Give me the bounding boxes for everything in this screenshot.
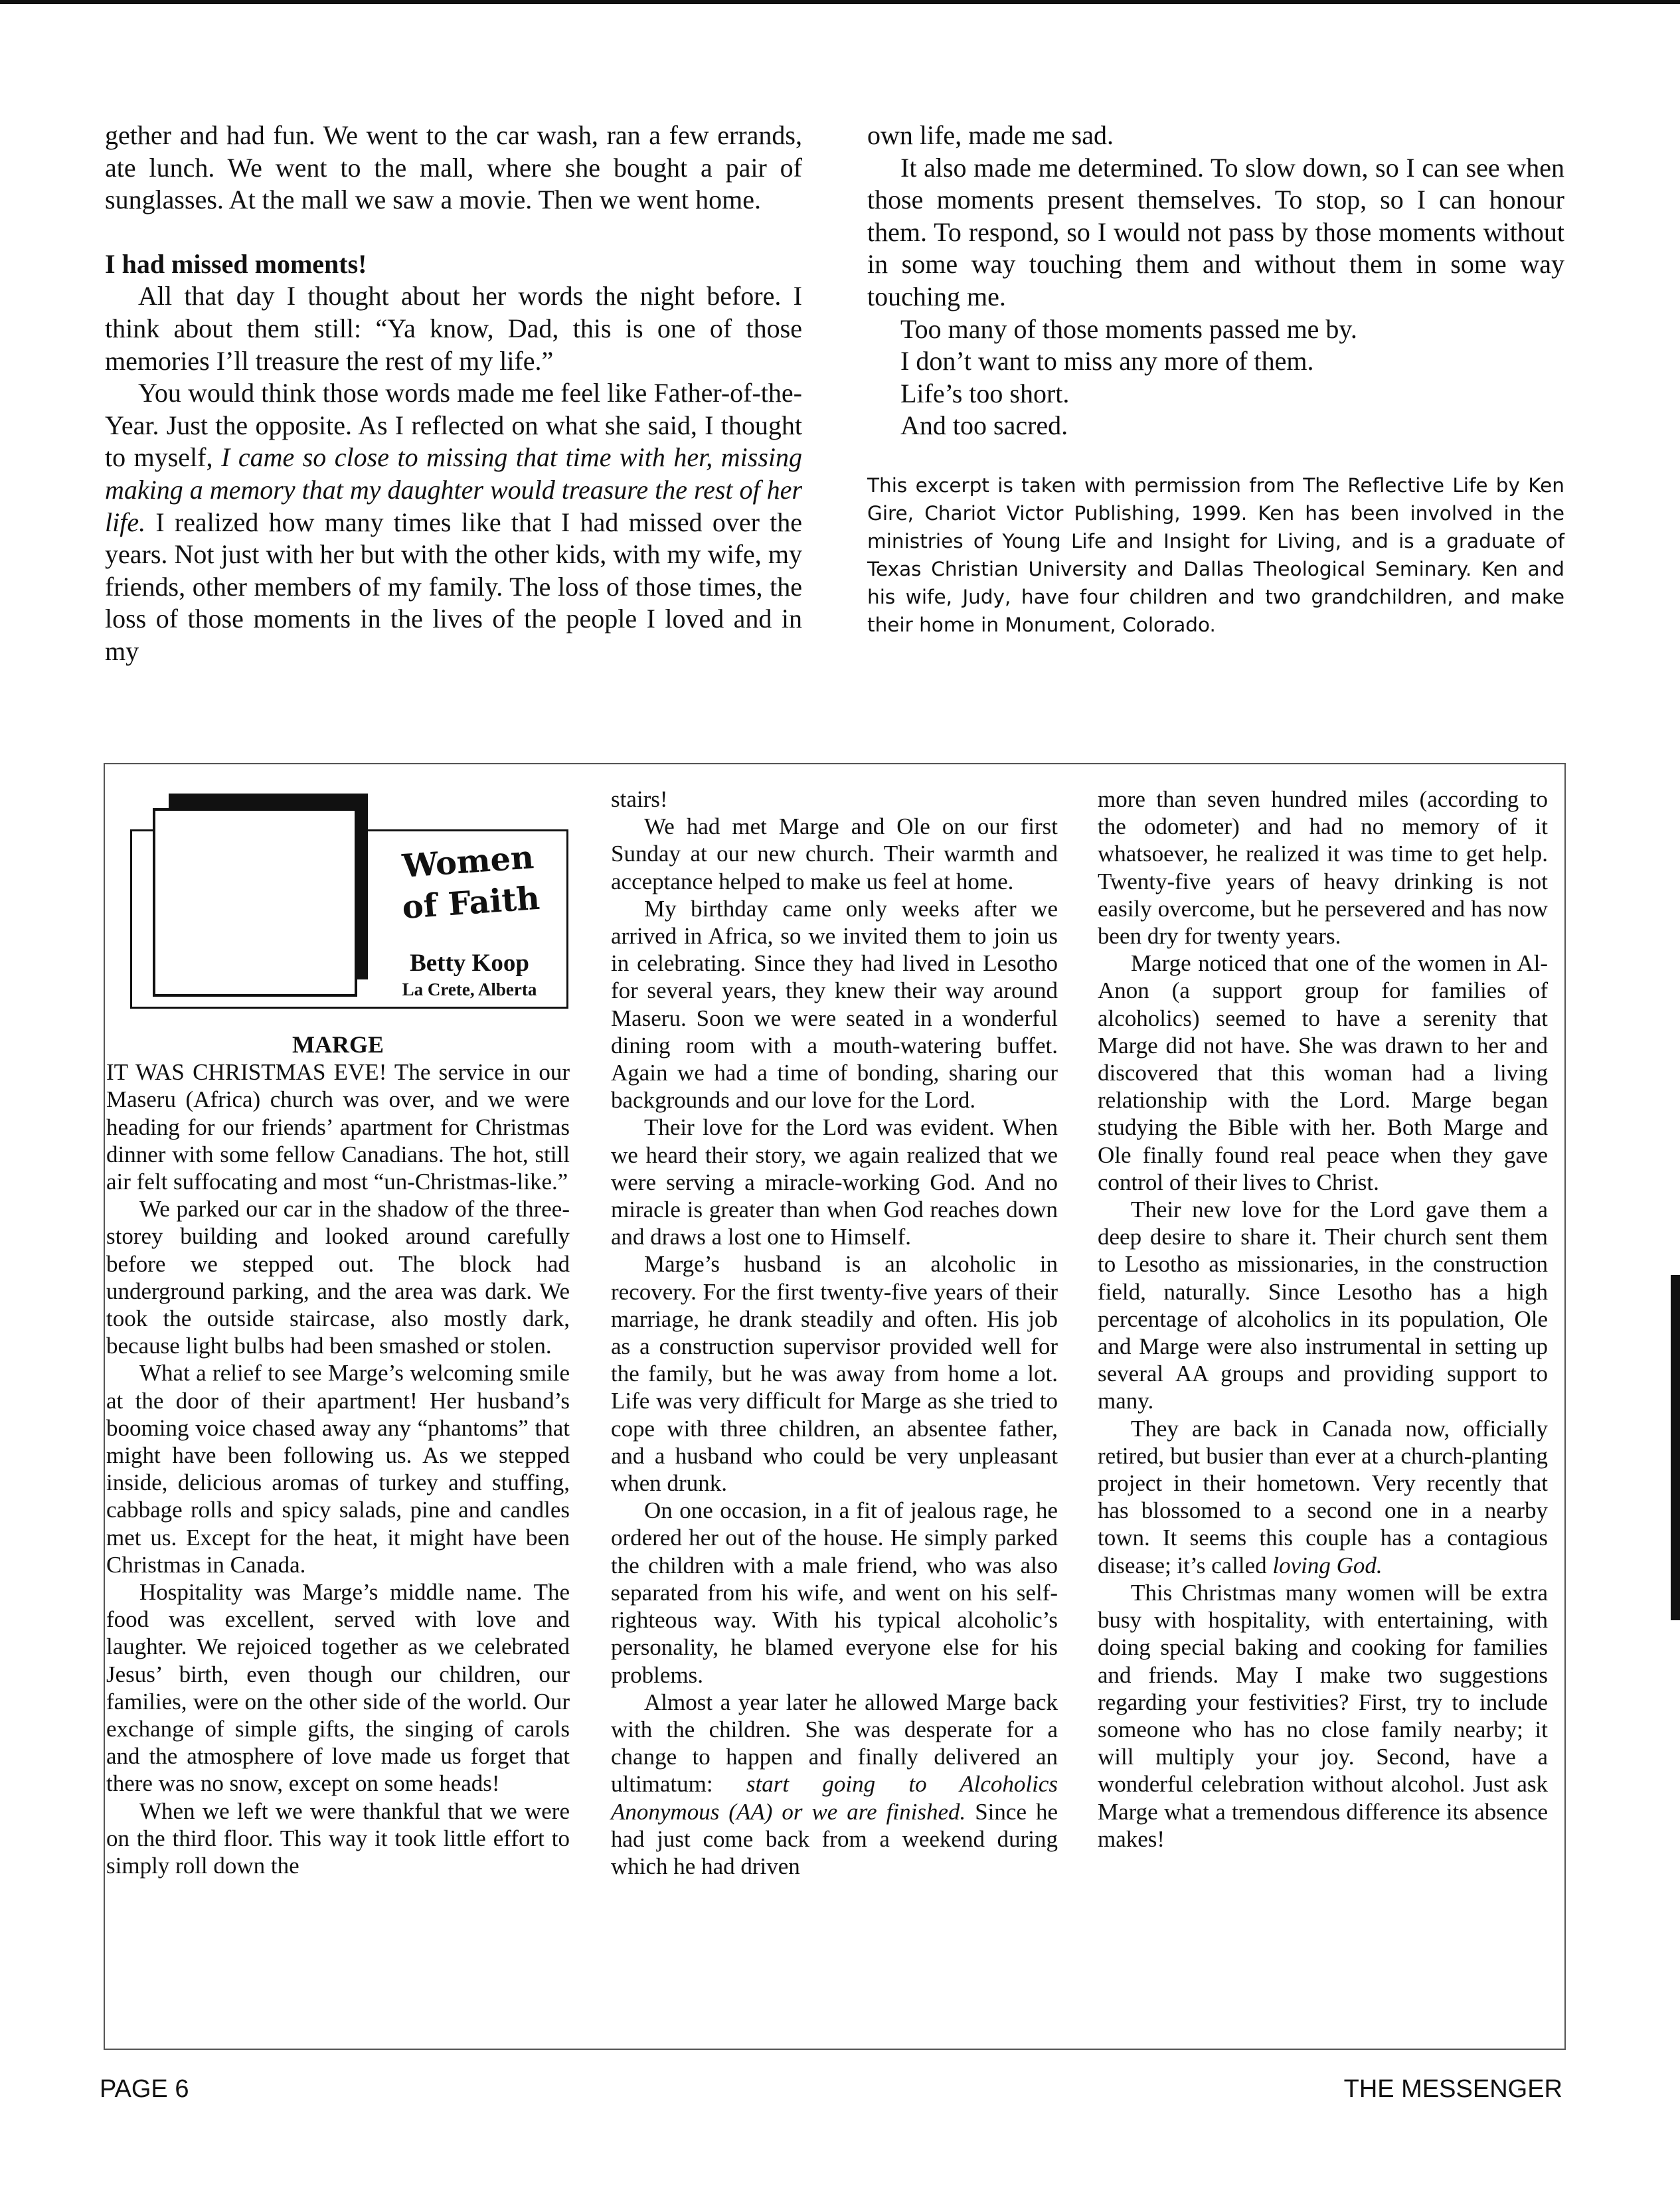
article-paragraph: Their love for the Lord was evident. When we heard their story, we again realized that we were serving a miracle-working God. And no miracle is greater than when God reaches down and draws a lost one to Himself.: [611, 1114, 1058, 1250]
article-paragraph: We had met Marge and Ole on our first Sunday at our new church. Their warmth and acceptance helped to make us feel at home.: [611, 813, 1058, 894]
excerpt-credit: This excerpt is taken with permission from The Reflective Life by Ken Gire, Chariot Victor Publishing, 1999. Ken has been involved in the ministries of Young Life and Insight for Living, and is a graduate of Texas Christian University and Dallas Theological Seminary. Ken and his wife, Judy, have four children and two grandchildren, and make their home in Monument, Colorado.: [867, 473, 1564, 636]
article-paragraph: IT WAS CHRISTMAS EVE! The service in our Maseru (Africa) church was over, and we were heading for our friends’ apartment for Christmas dinner with some fellow Canadians. The hot, still air felt suffocating and most “un-Christmas-like.”: [106, 1059, 570, 1195]
excerpt-line: Too many of those moments passed me by.: [900, 313, 1357, 344]
article-paragraph: [611, 1689, 1058, 1880]
excerpt-paragraph: All that day I thought about her words the night before. I think about them still: “Ya know, Dad, this is one of those memories I’ll treasure the rest of my life.”: [105, 281, 802, 376]
article-paragraph: Marge’s husband is an alcoholic in recovery. For the first twenty-five years of their marriage, he drank steadily and often. His job as a construction supervisor provided well for the family, but he was away from home a lot. Life was very difficult for Marge as she tried to cope with three children, an absentee father, and a husband who could be very unpleasant when drunk.: [611, 1251, 1058, 1497]
article-title: MARGE: [292, 1031, 384, 1058]
article-paragraph: Hospitality was Marge’s middle name. The food was excellent, served with love and laughter. We rejoiced together as we celebrated Jesus’ birth, even though our children, our families, were on the other side of the world. Our exchange of simple gifts, the singing of carols and the atmosphere of love made us forget that there was no snow, except on some heads!: [106, 1579, 570, 1797]
excerpt-line: And too sacred.: [900, 410, 1068, 441]
article-italic-text: loving God.: [1272, 1552, 1383, 1578]
excerpt-line: I don’t want to miss any more of them.: [900, 346, 1314, 377]
excerpt-italic-text: I came so close to missing that time with her, missing making a memory that my daughter would treasure the rest of her life.: [105, 442, 802, 537]
logo-title: [371, 835, 568, 930]
excerpt-paragraph: [105, 377, 802, 667]
article-paragraph: We parked our car in the shadow of the three-storey building and looked around carefully before we stepped out. The block had underground parking, and the area was dark. We took the outside staircase, also mostly dark, because light bulbs had been smashed or stolen.: [106, 1196, 570, 1359]
article-paragraph: This Christmas many women will be extra busy with hospitality, with entertaining, with doing special baking and cooking for families and friends. May I make two suggestions regarding your festivities? First, try to include someone who has no close family nearby; it will multiply your joy. Second, have a wonderful celebration without alcohol. Just ask Marge what a tremendous difference its absence makes!: [1098, 1579, 1548, 1852]
page-number: PAGE 6: [100, 2075, 189, 2103]
article-column-1: [106, 1031, 570, 1879]
excerpt-text: You would think those words made me feel like Father-of-the-Year. Just the opposite. As I reflected on what she said, I thought to myself,: [105, 378, 802, 473]
article-paragraph: My birthday came only weeks after we arrived in Africa, so we invited them to join us in celebrating. Since they had lived in Lesotho for several years, they knew their way around Maseru. Soon we were seated in a wonderful dining room with a mouth-watering buffet. Again we had a time of bonding, sharing our backgrounds and our love for the Lord.: [611, 895, 1058, 1114]
excerpt-left-column: [105, 120, 802, 668]
logo-title-line: of Faith: [400, 879, 541, 927]
logo-white-panel: [153, 808, 357, 997]
top-rule: [0, 0, 1680, 4]
article-text: Almost a year later he allowed Marge back with the children. She was desperate for a change to happen and finally delivered an ultimatum:: [611, 1689, 1058, 1798]
excerpt-paragraph: It also made me determined. To slow down, so I can see when those moments present themselves. To stop, so I can honour them. To respond, so I would not pass by those moments without in some way touching them and without them in some way touching me.: [867, 152, 1564, 311]
logo-title-line: Women: [401, 839, 535, 885]
author-name: Betty Koop: [410, 950, 529, 977]
article-paragraph: On one occasion, in a fit of jealous rage, he ordered her out of the house. He simply parked the children with a male friend, who was also separated from his wife, and went on his self-righteous way. With his typical alcoholic’s personality, he blamed everyone else for his problems.: [611, 1497, 1058, 1688]
article-paragraph: Their new love for the Lord gave them a deep desire to share it. Their church sent them to Lesotho as missionaries, in the construction field, naturally. Since Lesotho has a high percentage of alcoholics in its population, Ole and Marge were also instrumental in setting up several AA groups and providing support to many.: [1098, 1197, 1548, 1414]
women-of-faith-logo: [126, 794, 571, 1013]
excerpt-right-column: [867, 120, 1564, 639]
article-paragraph: What a relief to see Marge’s welcoming smile at the door of their apartment! Her husband’s booming voice chased away any “phantoms” that might have been following us. As we stepped inside, delicious aromas of turkey and stuffing, cabbage rolls and spicy salads, pine and candles met us. Except for the heat, it might have been Christmas in Canada.: [106, 1360, 570, 1578]
article-paragraph: Marge noticed that one of the women in Al-Anon (a support group for families of alcoholics) seemed to have a serenity that Marge did not have. She was drawn to her and discovered that this woman had a living relationship with the Lord. Marge began studying the Bible with her. Both Marge and Ole finally found real peace when they gave control of their lives to Christ.: [1098, 950, 1548, 1195]
scan-edge-mark: [1671, 1275, 1680, 1620]
author-location: La Crete, Alberta: [402, 979, 537, 999]
article-paragraph: more than seven hundred miles (according to the odometer) and had no memory of it whatsoever, he realized it was time to get help. Twenty-five years of heavy drinking is not easily overcome, but he persevered and has now been dry for twenty years.: [1098, 786, 1548, 950]
article-column-3: [1098, 786, 1548, 1853]
excerpt-paragraph: gether and had fun. We went to the car wash, ran a few errands, ate lunch. We went to the mall, where she bought a pair of sunglasses. At the mall we saw a movie. Then we went home.: [105, 120, 802, 215]
excerpt-text: I realized how many times like that I had missed over the years. Not just with her but with the other kids, with my wife, my friends, other members of my family. The loss of those times, the loss of those moments in the lives of the people I loved and in my: [105, 507, 803, 666]
article-text: Since he had just come back from a weekend during which he had driven: [611, 1798, 1058, 1879]
excerpt-line: Life’s too short.: [900, 378, 1070, 408]
publication-name: THE MESSENGER: [1343, 2075, 1562, 2103]
article-column-2: [611, 786, 1058, 1880]
excerpt-paragraph: own life, made me sad.: [867, 120, 1114, 150]
article-paragraph: stairs!: [611, 786, 668, 812]
article-text: They are back in Canada now, officially retired, but busier than ever at a church-planting project in their hometown. Very recently that has blossomed to a second one in a nearby town. It seems this couple has a contagious disease; it’s called: [1098, 1415, 1548, 1578]
article-paragraph: [1098, 1415, 1548, 1579]
article-paragraph: When we left we were thankful that we were on the third floor. This way it took little effort to simply roll down the: [106, 1798, 570, 1879]
excerpt-subhead: I had missed moments!: [105, 248, 367, 279]
article-italic-text: start going to Alcoholics Anonymous (AA) or we are finished.: [611, 1771, 1058, 1825]
